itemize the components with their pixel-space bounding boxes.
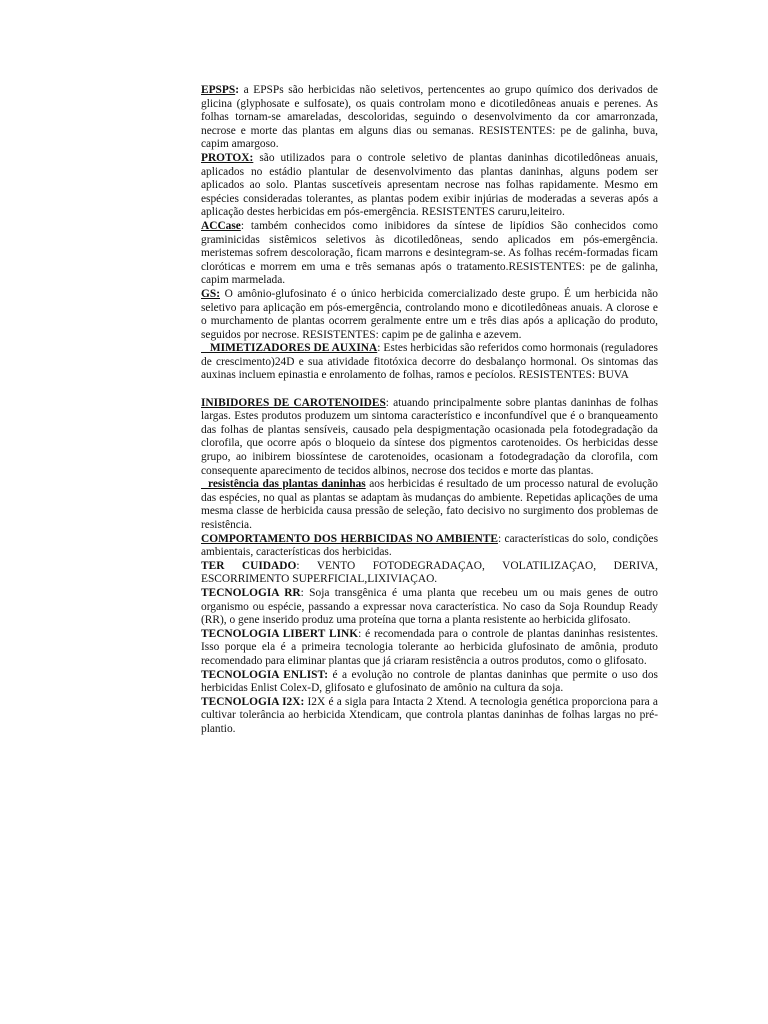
heading-carotenoides: INIBIDORES DE CAROTENOIDES	[201, 396, 386, 409]
document-page	[201, 84, 658, 737]
paragraph-resistencia	[201, 478, 658, 532]
heading-cuidado: TER CUIDADO	[201, 559, 297, 572]
heading-libert-link: TECNOLOGIA LIBERT LINK	[201, 627, 359, 640]
heading-sep: :	[497, 532, 505, 545]
body-text: VENTO FOTODEGRADAÇAO, VOLATILIZAÇAO, DERIVA, ESCORRIMENTO SUPERFICIAL,LIXIVIAÇAO.	[201, 559, 658, 586]
heading-enlist: TECNOLOGIA ENLIST:	[201, 668, 329, 681]
body-text: características do solo, condições ambientais, características dos herbicidas.	[201, 532, 658, 559]
heading-sep: :	[385, 396, 394, 409]
body-text: a EPSPs são herbicidas não seletivos, pertencentes ao grupo químico dos derivados de glicina (glyphosate e sulfosate), os quais controlam mono e dicotiledôneas anuais e perenes. As folhas tornam-se amareladas, descoloridas, seguindo o desenvolvimento da cor amarronzada, necrose e morte das plantas em alguns dias ou semanas. RESISTENTES: pe de galinha, buva, capim amargoso.	[201, 84, 658, 151]
paragraph-carotenoides	[201, 397, 658, 479]
heading-sep: :	[300, 586, 310, 599]
heading-comportamento: COMPORTAMENTO DOS HERBICIDAS NO AMBIENTE	[201, 532, 498, 545]
body-text: I2X é a sigla para Intacta 2 Xtend. A tecnologia genética proporciona para a cultivar tolerância ao herbicida Xtendicam, que controla plantas daninhas de folhas largas no pré-plantio.	[201, 695, 658, 735]
heading-epsps: EPSPS	[201, 84, 236, 96]
body-text: também conhecidos como inibidores da síntese de lipídios São conhecidos como graminicidas sistêmicos seletivos às dicotiledôneas, sendo aplicados em pós-emergência. meristemas sofrem descoloração, ficam marrons e desintegram-se. As folhas recém-formadas ficam cloróticas e morrem em uma e três semanas após o tratamento.RESISTENTES: pe de galinha, capim marmelada.	[201, 219, 658, 287]
heading-auxina: MIMETIZADORES DE AUXINA	[201, 342, 378, 355]
heading-protox: PROTOX:	[201, 151, 254, 164]
heading-resistencia: resistência das plantas daninhas	[201, 478, 366, 491]
heading-rr: TECNOLOGIA RR	[201, 586, 301, 599]
paragraph-i2x	[201, 696, 658, 737]
paragraph-enlist	[201, 669, 658, 696]
paragraph-auxina	[201, 342, 658, 383]
blank-line	[201, 383, 658, 397]
heading-i2x: TECNOLOGIA I2X:	[201, 695, 305, 708]
body-text: Estes herbicidas são referidos como hormonais (reguladores de crescimento)24D e sua atividade fitotóxica decorre do desbalanço hormonal. Os sintomas das auxinas incluem epinastia e enrolamento de folhas, ramos e pecíolos. RESISTENTES: BUVA	[201, 342, 658, 382]
heading-sep: :	[240, 219, 251, 232]
body-text: é a evolução no controle de plantas daninhas que permite o uso dos herbicidas Enlist Colex-D, glifosato e glufosinato de amônio na cultura da soja.	[201, 668, 658, 695]
heading-sep: :	[377, 342, 384, 355]
body-text: O amônio-glufosinato é o único herbicida comercializado deste grupo. É um herbicida não seletivo para aplicação em pós-emergência, controlando mono e dicotiledôneas anuais. A clorose e o murchamento de plantas ocorrem geralmente entre um e três dias após a aplicação do produto, seguidos por necrose. RESISTENTES: capim pe de galinha e azevem.	[201, 287, 658, 341]
heading-sep: :	[358, 627, 366, 640]
paragraph-accase	[201, 220, 658, 288]
body-text: são utilizados para o controle seletivo de plantas daninhas dicotiledôneas anuais, aplicados no estádio plantular de desenvolvimento das plantas daninhas, alguns podem ser aplicados ao solo. Plantas suscetíveis apresentam necrose nas folhas rapidamente. Mesmo em espécies consideradas tolerantes, as plantas podem exibir injúrias de moderadas a severas após a aplicação destes herbicidas em pós-emergência. RESISTENTES caruru,leiteiro.	[201, 151, 658, 219]
body-text: atuando principalmente sobre plantas daninhas de folhas largas. Estes produtos produzem um sintoma característico e inconfundível que é o branqueamento das folhas de plantas sensíveis, causado pela despigmentação ocasionada pela fotodegradação da clorofila, que ocorre após o bloqueio da síntese dos pigmentos carotenoides. Os herbicidas desse grupo, ao inibirem biossíntese de carotenoides, ocasionam a fotodegradação da clorofila, com consequente aparecimento de tecidos albinos, necrose dos tecidos e morte das plantas.	[201, 396, 659, 477]
body-text: é recomendada para o controle de plantas daninhas resistentes. Isso porque ela é a primeira tecnologia tolerante ao herbicida glufosinato de amônia, produto recomendado para eliminar plantas que já criaram resistência a outros produtos, como o glifosato.	[201, 627, 659, 667]
heading-accase: ACCase	[201, 219, 241, 232]
paragraph-libert-link	[201, 628, 658, 669]
paragraph-protox	[201, 152, 658, 220]
body-text: Soja transgênica é uma planta que recebeu um ou mais genes de outro organismo ou espécie, passando a expressar nova característica. No caso da Soja Roundup Ready (RR), o gene inserido produz uma proteína que torna a planta resistente ao herbicida glifosato.	[201, 586, 658, 627]
heading-sep: :	[296, 559, 317, 572]
body-text: aos herbicidas é resultado de um processo natural de evolução das espécies, no qual as plantas se adaptam às mudanças do ambiente. Repetidas aplicações de uma mesma classe de herbicida causa pressão de seleção, fato decisivo no surgimento dos problemas de resistência.	[201, 478, 658, 531]
paragraph-comportamento	[201, 533, 658, 560]
paragraph-cuidado	[201, 560, 658, 587]
heading-gs: GS:	[201, 287, 220, 300]
paragraph-rr	[201, 587, 658, 628]
heading-sep: :	[235, 84, 244, 96]
paragraph-gs	[201, 288, 658, 342]
paragraph-epsps	[201, 84, 658, 152]
